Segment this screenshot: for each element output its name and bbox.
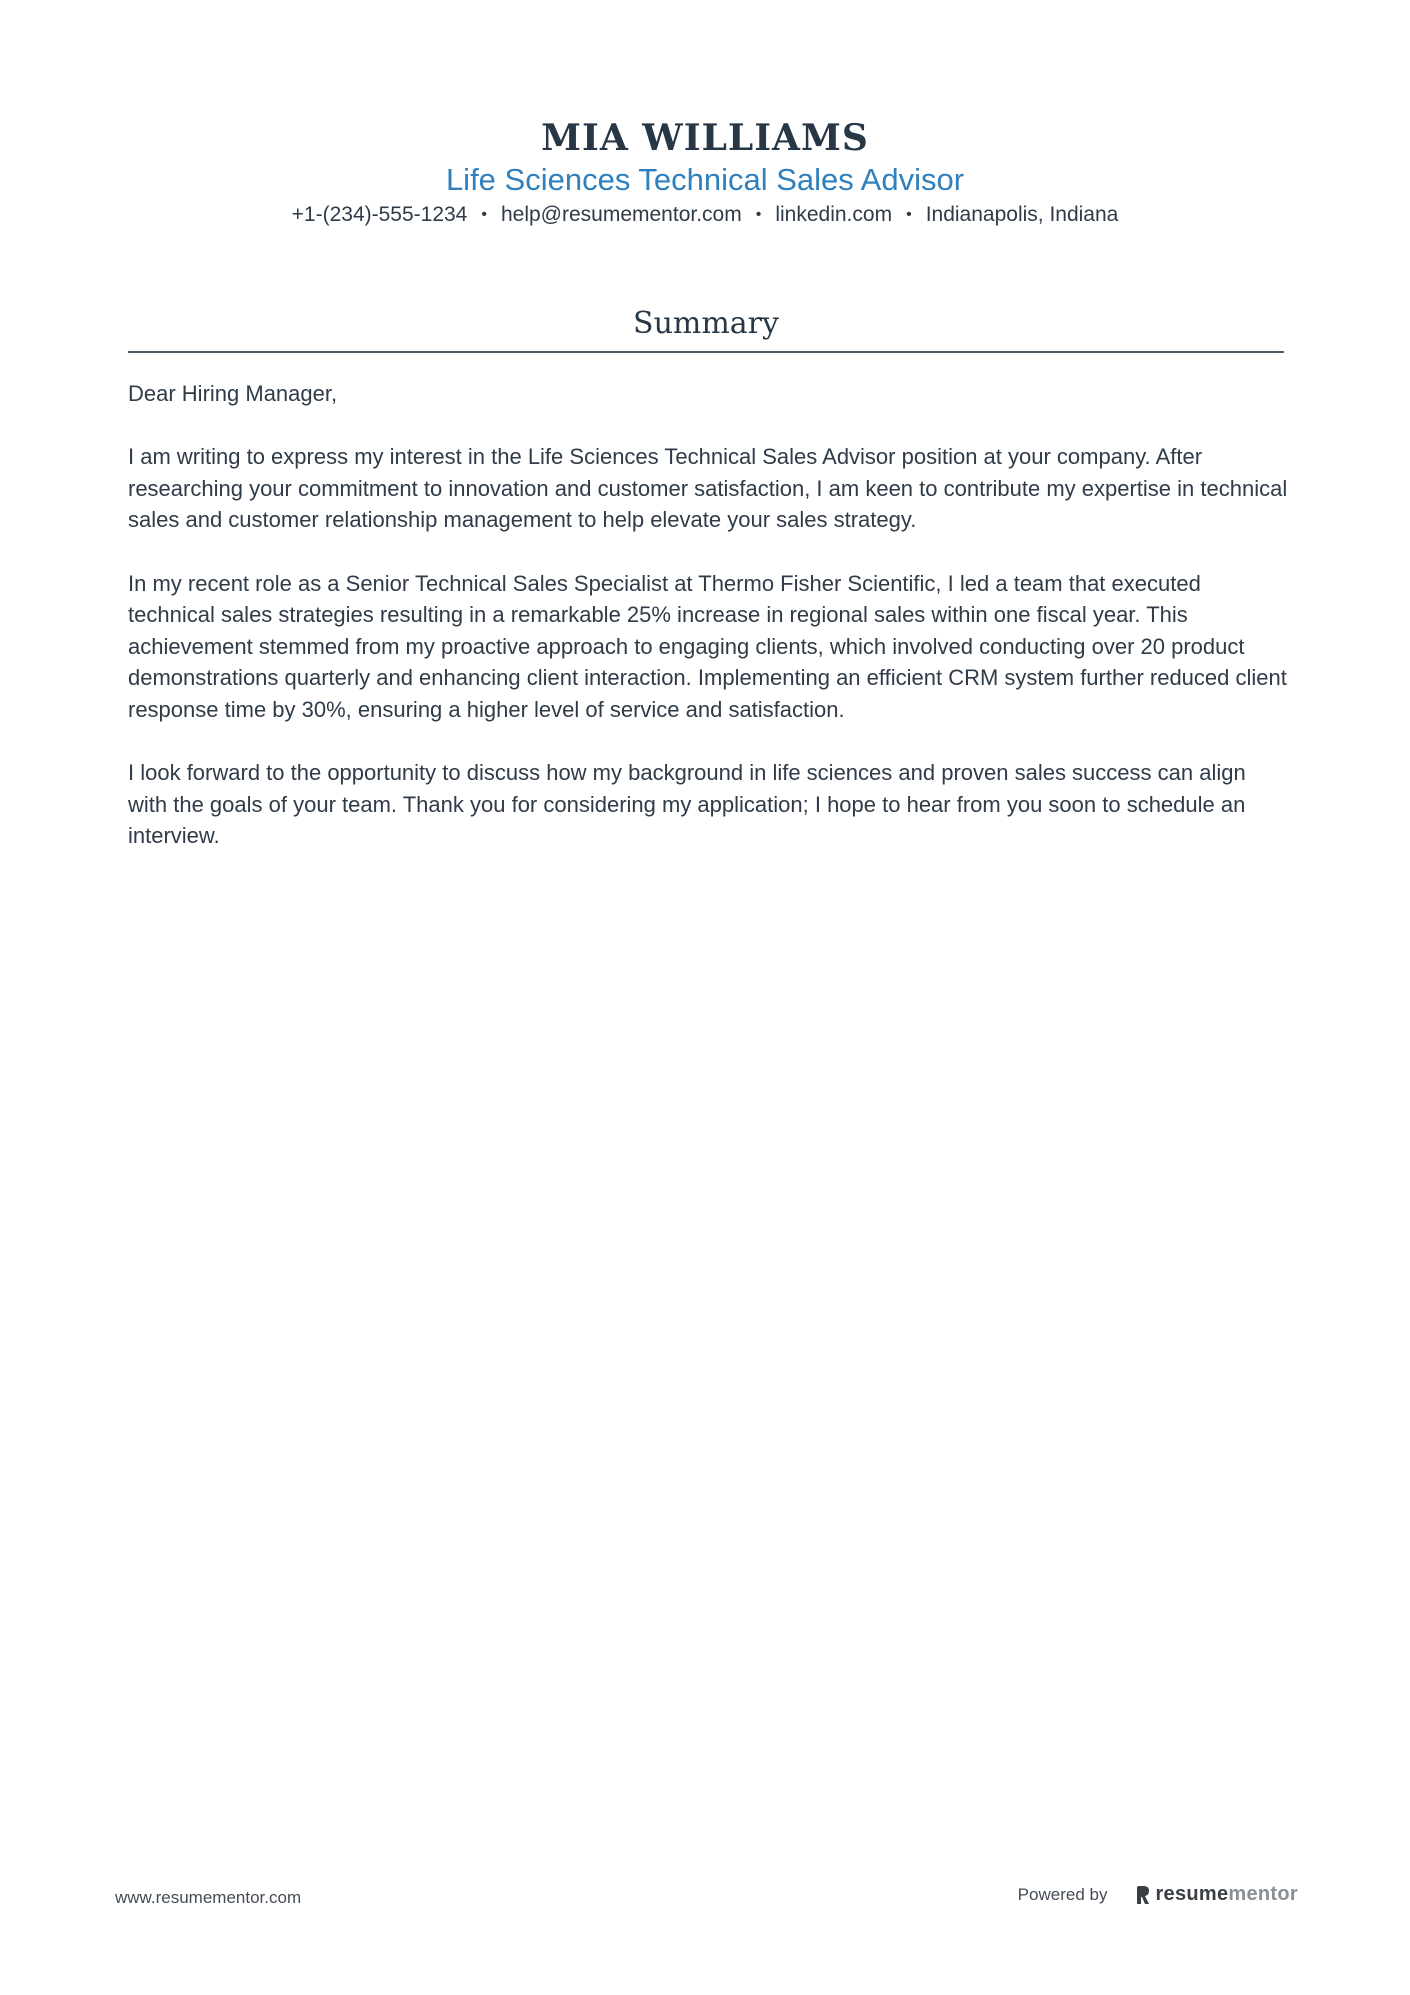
footer-branding bbox=[1018, 1883, 1298, 1906]
contact-line bbox=[0, 200, 1410, 232]
section-divider bbox=[128, 351, 1284, 353]
resume-header bbox=[0, 116, 1410, 232]
contact-separator: • bbox=[906, 206, 912, 223]
resumementor-logo-icon bbox=[1135, 1884, 1151, 1906]
brand-name-part: mentor bbox=[1228, 1883, 1298, 1905]
brand-name-part: resume bbox=[1155, 1883, 1229, 1905]
contact-separator: • bbox=[755, 206, 762, 223]
contact-linkedin: linkedin.com bbox=[775, 203, 893, 226]
footer-website: www.resumementor.com bbox=[115, 1888, 302, 1907]
powered-by-label: Powered by bbox=[1017, 1884, 1108, 1904]
letter-salutation: Dear Hiring Manager, bbox=[128, 381, 338, 406]
contact-phone: +1-(234)-555-1234 bbox=[291, 203, 468, 226]
letter-paragraph: In my recent role as a Senior Technical Sales Specialist at Thermo Fisher Scientific, I led a team that executed technical sales strategies resulting in a remarkable 25% increase in regional sales within one fiscal year. This achievement stemmed from my proactive approach to engaging clients, which involved conducting over 20 product demonstrations quarterly and enhancing client interaction. Implementing an efficient CRM system further reduced client response time by 30%, ensuring a higher level of service and satisfaction. bbox=[128, 570, 1287, 722]
section-heading-summary: Summary bbox=[633, 306, 779, 341]
letter-paragraph: I look forward to the opportunity to discuss how my background in life sciences and proven sales success can align with the goals of your team. Thank you for considering my application; I hope to hear from you soon to schedule an interview. bbox=[128, 760, 1246, 849]
contact-separator: • bbox=[481, 206, 487, 223]
job-title: Life Sciences Technical Sales Advisor bbox=[445, 162, 965, 197]
candidate-name: MIA WILLIAMS bbox=[541, 117, 869, 159]
cover-letter-body bbox=[128, 378, 1288, 884]
contact-email: help@resumementor.com bbox=[500, 203, 742, 226]
contact-location: Indianapolis, Indiana bbox=[925, 203, 1119, 226]
letter-paragraph: I am writing to express my interest in the Life Sciences Technical Sales Advisor position at your company. After researching your commitment to innovation and customer satisfaction, I am keen to contribute my expertise in technical sales and customer relationship management to help elevate your sales strategy. bbox=[128, 444, 1288, 533]
brand-logo bbox=[1135, 1883, 1298, 1906]
